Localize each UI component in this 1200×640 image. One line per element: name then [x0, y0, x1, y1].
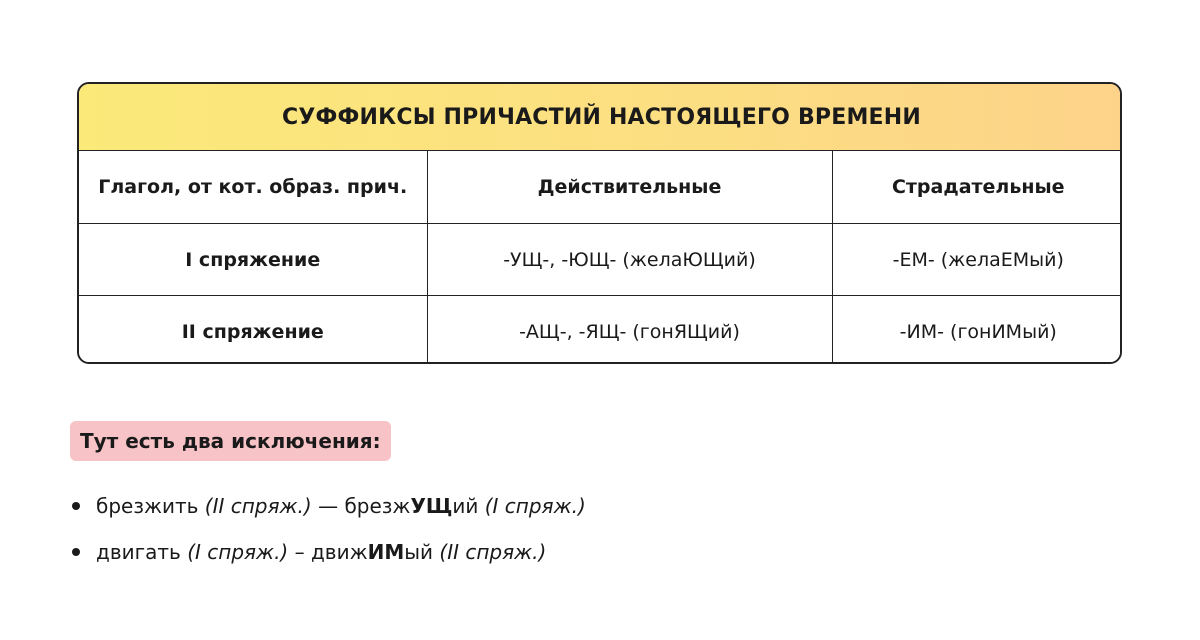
form-end: ый: [404, 540, 434, 564]
suffix-table: [77, 82, 1122, 364]
exceptions-list: [70, 488, 586, 580]
exception-dash: –: [294, 540, 305, 564]
row-active-suffix: -УЩ-, -ЮЩ- (желаЮЩий): [427, 224, 832, 296]
suffix-table-grid: [79, 84, 1122, 364]
exception-note: (I спряж.): [187, 540, 289, 564]
header-active: Действительные: [427, 151, 832, 224]
exception-note: (II спряж.): [439, 540, 547, 564]
form-end: ий: [452, 494, 479, 518]
form-start: движ: [310, 540, 368, 564]
table-row: [79, 224, 1122, 296]
exception-dash: —: [318, 494, 339, 518]
bullet-icon: [72, 502, 80, 510]
form-suffix: УЩ: [410, 494, 453, 518]
exception-form: [311, 540, 433, 564]
table-header-row: [79, 151, 1122, 224]
table-title-row: [79, 84, 1122, 151]
table-row: [79, 296, 1122, 365]
list-item: [70, 534, 586, 580]
list-item: [70, 488, 586, 534]
exception-note: (I спряж.): [484, 494, 586, 518]
exception-verb: двигать: [96, 540, 181, 564]
form-start: брезж: [344, 494, 411, 518]
row-label: II спряжение: [79, 296, 427, 365]
row-passive-suffix: -ИМ- (гонИМый): [832, 296, 1122, 365]
form-suffix: ИМ: [367, 540, 405, 564]
exception-verb: брезжить: [96, 494, 199, 518]
row-label: I спряжение: [79, 224, 427, 296]
row-passive-suffix: -ЕМ- (желаЕМый): [832, 224, 1122, 296]
header-verb: Глагол, от кот. образ. прич.: [79, 151, 427, 224]
row-active-suffix: -АЩ-, -ЯЩ- (гонЯЩий): [427, 296, 832, 365]
exception-form: [344, 494, 478, 518]
exception-note: (II спряж.): [204, 494, 312, 518]
header-passive: Страдательные: [832, 151, 1122, 224]
bullet-icon: [72, 548, 80, 556]
table-title: СУФФИКСЫ ПРИЧАСТИЙ НАСТОЯЩЕГО ВРЕМЕНИ: [79, 84, 1122, 151]
exceptions-heading: Тут есть два исключения:: [70, 421, 391, 461]
